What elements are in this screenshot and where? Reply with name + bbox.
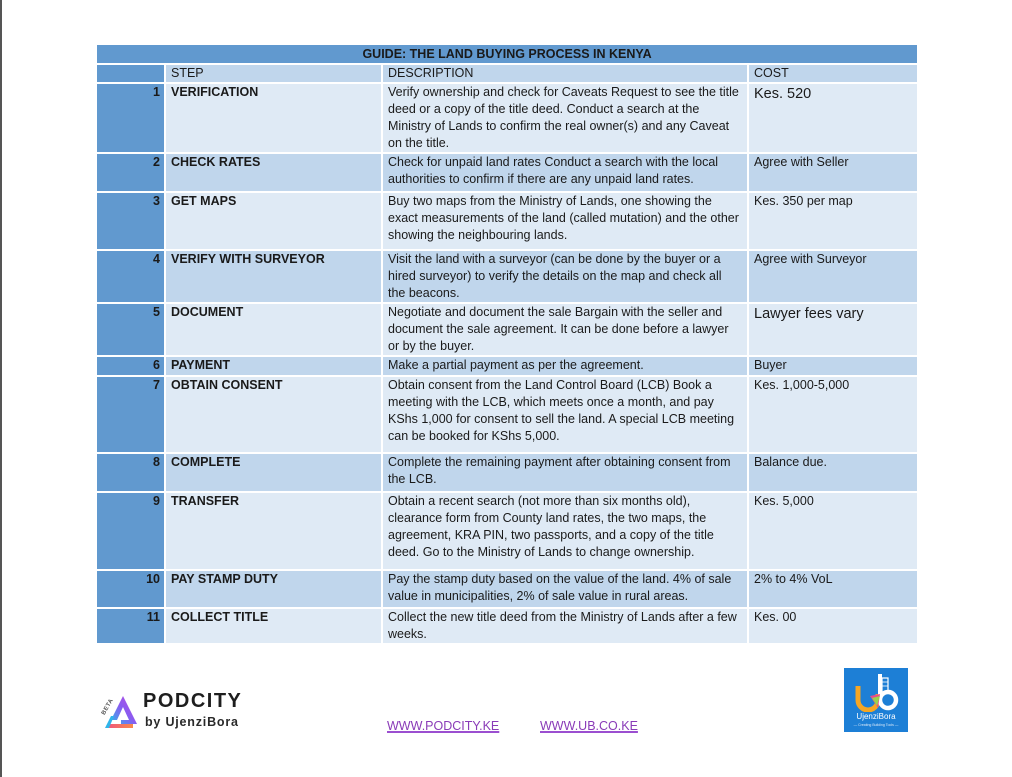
step-number: 9 xyxy=(97,492,165,570)
header-cost: COST xyxy=(748,64,917,83)
table-row xyxy=(97,83,917,153)
page-left-border xyxy=(0,0,2,777)
step-description: Complete the remaining payment after obtaining consent from the LCB. xyxy=(382,453,748,492)
table-row xyxy=(97,570,917,608)
step-number: 10 xyxy=(97,570,165,608)
step-name: CHECK RATES xyxy=(165,153,382,192)
table-row xyxy=(97,153,917,192)
step-number: 7 xyxy=(97,376,165,453)
step-description: Buy two maps from the Ministry of Lands, one showing the exact measurements of the land (called mutation) and the other showing the neighbouring lands. xyxy=(382,192,748,250)
step-description: Obtain a recent search (not more than six months old), clearance form from County land rates, the two maps, the agreement, KRA PIN, two passports, and a copy of the title deed. Go to the Ministry of Lands to change ownership. xyxy=(382,492,748,570)
step-cost: Buyer xyxy=(748,356,917,376)
step-cost: Agree with Seller xyxy=(748,153,917,192)
header-step: STEP xyxy=(165,64,382,83)
step-number: 1 xyxy=(97,83,165,153)
step-cost: Kes. 520 xyxy=(748,83,917,153)
table-row xyxy=(97,453,917,492)
header-num-cell xyxy=(97,64,165,83)
ujenzibora-ub-logo-icon xyxy=(844,668,908,712)
step-cost: Lawyer fees vary xyxy=(748,303,917,356)
table-row xyxy=(97,250,917,303)
step-description: Collect the new title deed from the Ministry of Lands after a few weeks. xyxy=(382,608,748,644)
step-name: GET MAPS xyxy=(165,192,382,250)
step-description: Visit the land with a surveyor (can be done by the buyer or a hired surveyor) to verify the details on the map and check all the beacons. xyxy=(382,250,748,303)
table-row xyxy=(97,356,917,376)
podcity-byline: by UjenziBora xyxy=(145,715,239,729)
ub-website-link[interactable]: WWW.UB.CO.KE xyxy=(540,719,638,733)
step-description: Check for unpaid land rates Conduct a search with the local authorities to confirm if there are any unpaid land rates. xyxy=(382,153,748,192)
step-description: Negotiate and document the sale Bargain with the seller and document the sale agreement. It can be done before a lawyer or by the buyer. xyxy=(382,303,748,356)
step-cost: Kes. 350 per map xyxy=(748,192,917,250)
step-number: 6 xyxy=(97,356,165,376)
step-name: COMPLETE xyxy=(165,453,382,492)
ujenzibora-logo xyxy=(844,668,908,732)
step-number: 8 xyxy=(97,453,165,492)
step-cost: Kes. 00 xyxy=(748,608,917,644)
step-number: 3 xyxy=(97,192,165,250)
step-cost: Kes. 5,000 xyxy=(748,492,917,570)
step-cost: 2% to 4% VoL xyxy=(748,570,917,608)
land-buying-guide-table xyxy=(97,45,917,645)
step-name: VERIFY WITH SURVEYOR xyxy=(165,250,382,303)
step-name: VERIFICATION xyxy=(165,83,382,153)
table-row xyxy=(97,376,917,453)
step-name: DOCUMENT xyxy=(165,303,382,356)
header-description: DESCRIPTION xyxy=(382,64,748,83)
table-row xyxy=(97,492,917,570)
step-name: PAYMENT xyxy=(165,356,382,376)
table-row xyxy=(97,192,917,250)
table-title: GUIDE: THE LAND BUYING PROCESS IN KENYA xyxy=(97,45,917,64)
step-cost: Kes. 1,000-5,000 xyxy=(748,376,917,453)
step-cost: Balance due. xyxy=(748,453,917,492)
podcity-website-link[interactable]: WWW.PODCITY.KE xyxy=(387,719,500,733)
ujenzibora-name: UjenziBora xyxy=(856,712,896,721)
step-name: PAY STAMP DUTY xyxy=(165,570,382,608)
ujenzibora-tagline: — Creating Building Tools — xyxy=(853,723,899,727)
podcity-brand-name: PODCITY xyxy=(143,690,243,712)
step-description: Obtain consent from the Land Control Board (LCB) Book a meeting with the LCB, which meets once a month, and pay KShs 1,000 for consent to sell the land. A special LCB meeting can be booked for KShs 5,000. xyxy=(382,376,748,453)
step-description: Make a partial payment as per the agreement. xyxy=(382,356,748,376)
step-description: Verify ownership and check for Caveats Request to see the title deed or a copy of the title deed. Conduct a search at the Ministry of Lands to confirm the real owner(s) and any Caveat on the title. xyxy=(382,83,748,153)
step-cost: Agree with Surveyor xyxy=(748,250,917,303)
step-description: Pay the stamp duty based on the value of the land. 4% of sale value in municipalities, 2% of sale value in rural areas. xyxy=(382,570,748,608)
table-row xyxy=(97,303,917,356)
beta-badge: BETA xyxy=(100,697,116,717)
table-title-row xyxy=(97,45,917,64)
step-number: 5 xyxy=(97,303,165,356)
step-name: COLLECT TITLE xyxy=(165,608,382,644)
step-number: 4 xyxy=(97,250,165,303)
step-number: 11 xyxy=(97,608,165,644)
table-row xyxy=(97,608,917,644)
step-name: OBTAIN CONSENT xyxy=(165,376,382,453)
table-header-row xyxy=(97,64,917,83)
step-name: TRANSFER xyxy=(165,492,382,570)
podcity-logo xyxy=(100,690,253,735)
step-number: 2 xyxy=(97,153,165,192)
